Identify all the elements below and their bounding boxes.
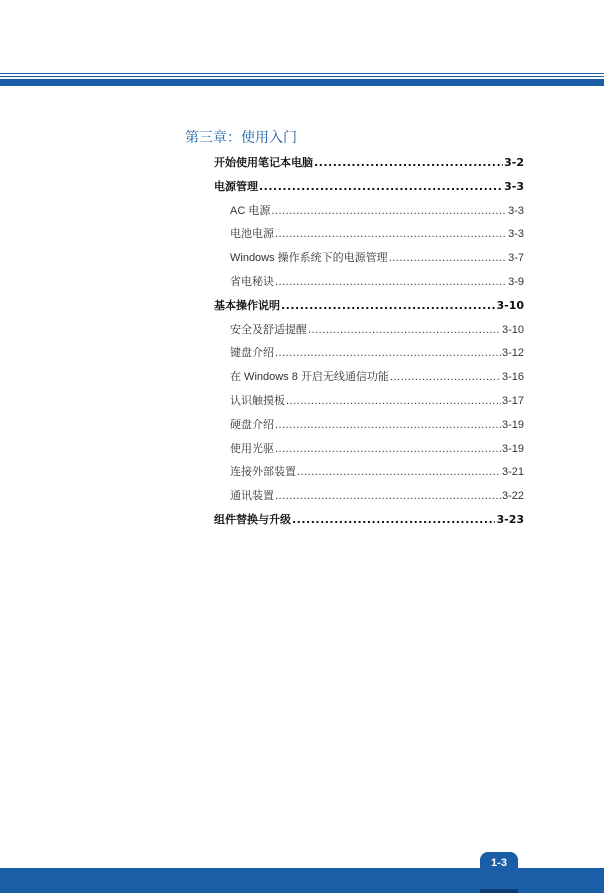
toc-dot-leader xyxy=(389,248,507,268)
toc-entry-label: 使用光驱 xyxy=(230,442,274,455)
toc-dot-leader xyxy=(286,391,501,411)
toc-entry[interactable] xyxy=(214,320,524,344)
toc-entry-label: 硬盘介绍 xyxy=(230,418,274,431)
toc-entry-label: 电池电源 xyxy=(230,228,274,241)
toc-dot-leader xyxy=(275,486,501,506)
toc-entry-page: 3-7 xyxy=(508,252,524,265)
toc-dot-leader xyxy=(275,439,501,459)
page-number: 1-3 xyxy=(491,857,507,869)
toc-dot-leader xyxy=(314,153,503,173)
toc-dot-leader xyxy=(390,367,501,387)
toc-entry-page: 3-9 xyxy=(508,275,524,288)
toc-entry-page: 3-3 xyxy=(508,204,524,217)
header-rule-thin-top xyxy=(0,73,604,74)
toc-entry-page: 3-3 xyxy=(508,228,524,241)
toc-entry[interactable] xyxy=(214,343,524,367)
toc-dot-leader xyxy=(275,343,501,363)
toc-entry[interactable] xyxy=(214,462,524,486)
toc-entry-label: 组件替换与升级 xyxy=(214,512,291,526)
toc-entry-page: 3-23 xyxy=(496,512,524,526)
toc-entry[interactable] xyxy=(214,177,524,201)
chapter-title: 第三章：使用入门 xyxy=(185,130,297,146)
toc-entry[interactable] xyxy=(214,272,524,296)
toc-entry[interactable] xyxy=(214,415,524,439)
toc-entry[interactable] xyxy=(214,391,524,415)
toc-dot-leader xyxy=(271,201,507,221)
toc-entry-label: 认识触摸板 xyxy=(230,394,285,407)
toc-entry-page: 3-22 xyxy=(501,490,524,503)
toc-entry-label: 键盘介绍 xyxy=(230,347,274,360)
toc-dot-leader xyxy=(275,272,507,292)
toc-entry-label: 省电秘诀 xyxy=(230,275,274,288)
toc-entry-page: 3-10 xyxy=(496,298,524,312)
header-rule-thin-bottom xyxy=(0,76,604,77)
toc-entry-page: 3-3 xyxy=(504,179,524,193)
toc-entry-label: 安全及舒适提醒 xyxy=(230,323,307,336)
toc-entry[interactable] xyxy=(214,201,524,225)
toc-dot-leader xyxy=(292,510,495,530)
toc-entry-label: AC 电源 xyxy=(230,204,271,217)
toc-entry-label: 通讯装置 xyxy=(230,490,274,503)
header-band xyxy=(0,79,604,86)
toc-dot-leader xyxy=(297,462,501,482)
toc-dot-leader xyxy=(281,296,495,316)
toc-entry-page: 3-16 xyxy=(501,371,524,384)
toc-entry-page: 3-10 xyxy=(501,323,524,336)
toc-entry-label: Windows 操作系统下的电源管理 xyxy=(230,252,388,265)
toc-entry-label: 基本操作说明 xyxy=(214,298,280,312)
table-of-contents xyxy=(214,153,524,534)
toc-entry[interactable] xyxy=(214,296,524,320)
toc-entry-page: 3-19 xyxy=(501,442,524,455)
page-number-tab-accent xyxy=(480,889,518,893)
toc-entry-page: 3-21 xyxy=(501,466,524,479)
toc-entry[interactable] xyxy=(214,439,524,463)
toc-entry[interactable] xyxy=(214,224,524,248)
toc-entry[interactable] xyxy=(214,367,524,391)
toc-entry-label: 连接外部装置 xyxy=(230,466,296,479)
toc-dot-leader xyxy=(308,320,501,340)
toc-entry[interactable] xyxy=(214,153,524,177)
toc-entry-label: 电源管理 xyxy=(214,179,258,193)
toc-entry-page: 3-17 xyxy=(501,394,524,407)
toc-dot-leader xyxy=(259,177,503,197)
toc-entry[interactable] xyxy=(214,486,524,510)
toc-entry[interactable] xyxy=(214,248,524,272)
toc-entry-page: 3-12 xyxy=(501,347,524,360)
toc-entry-label: 开始使用笔记本电脑 xyxy=(214,156,313,169)
toc-dot-leader xyxy=(275,415,501,435)
toc-entry-page: 3-2 xyxy=(504,156,524,169)
toc-dot-leader xyxy=(275,224,507,244)
toc-entry-label: 在 Windows 8 开启无线通信功能 xyxy=(230,371,389,384)
toc-entry[interactable] xyxy=(214,510,524,534)
toc-entry-page: 3-19 xyxy=(501,418,524,431)
